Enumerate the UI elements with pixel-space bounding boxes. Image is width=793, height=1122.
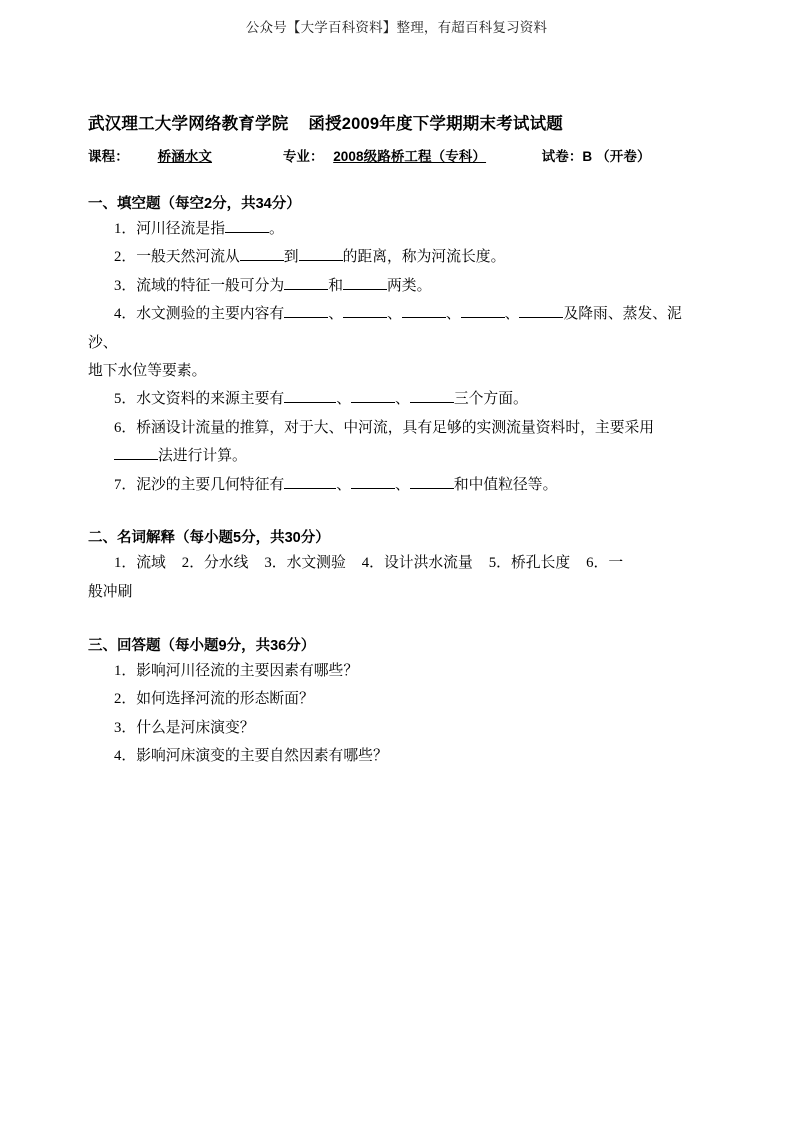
question-number: 4． (114, 306, 137, 323)
question-text: 、 (336, 476, 351, 493)
question-item (88, 215, 708, 243)
answer-blank (402, 302, 446, 318)
document-body (88, 110, 708, 770)
question-number: 3． (114, 277, 137, 294)
major-label: 专业： (282, 149, 324, 164)
section-heading-answers: 三、回答题（每小题9分，共36分） (88, 637, 316, 654)
question-item (88, 471, 708, 499)
question-item: 3．什么是河床演变？ (114, 719, 255, 736)
question-text: 、 (328, 306, 343, 323)
answer-blank (225, 217, 269, 233)
question-text: 桥涵设计流量的推算，对于大、中河流，具有足够的实测流量资料时，主要采用 (136, 419, 655, 436)
answer-blank (284, 473, 336, 489)
question-text: 、 (445, 306, 461, 323)
term-item: 6．一 (586, 555, 624, 572)
answer-blank (461, 302, 505, 318)
question-continuation (88, 442, 708, 470)
question-text: 水文测验的主要内容有 (136, 306, 285, 323)
question-text: 两类。 (387, 277, 432, 294)
answer-blank (343, 274, 387, 290)
answer-blank (284, 302, 328, 318)
question-text: 法进行计算。 (158, 448, 247, 465)
answer-blank (284, 388, 336, 404)
question-text: 水文资料的来源主要有 (136, 391, 285, 408)
term-item: 1．流域 (114, 555, 166, 572)
answer-blank (299, 246, 343, 262)
question-item (88, 414, 708, 442)
question-item (88, 243, 708, 271)
question-number: 2． (114, 249, 137, 266)
paper-mode: （开卷） (596, 149, 651, 164)
terms-line (88, 549, 708, 578)
question-text: 、 (504, 306, 520, 323)
answer-question-list (88, 657, 708, 771)
section-heading-terms: 二、名词解释（每小题5分，共30分） (88, 530, 330, 547)
question-text: 到 (283, 249, 299, 266)
terms-continuation: 般冲刷 (88, 583, 133, 600)
answer-blank (351, 388, 395, 404)
answer-blank (519, 302, 563, 318)
answer-blank (351, 473, 395, 489)
question-text: 泥沙的主要几何特征有 (136, 476, 285, 493)
question-continuation: 地下水位等要素。 (88, 363, 207, 380)
question-item: 4．影响河床演变的主要自然因素有哪些？ (114, 747, 388, 764)
title-institution: 武汉理工大学网络教育学院 (88, 115, 289, 133)
question-text: 、 (387, 306, 402, 323)
question-number: 6． (114, 419, 137, 436)
question-text: 的距离，称为河流长度。 (342, 249, 506, 266)
question-text: 、 (395, 391, 410, 408)
question-text: 河川径流是指 (136, 221, 225, 237)
section-heading-fill-blanks: 一、填空题（每空2分，共34分） (88, 196, 301, 212)
question-text: 和 (328, 277, 343, 294)
question-text: 和中值粒径等。 (453, 476, 558, 493)
question-item (88, 385, 708, 413)
question-number: 7． (114, 476, 137, 493)
answer-blank (410, 388, 454, 404)
question-item: 2．如何选择河流的形态断面？ (114, 691, 314, 708)
question-text: 一般天然河流从 (136, 249, 240, 266)
answer-blank (114, 444, 158, 460)
course-value: 桥涵水文 (157, 149, 213, 164)
question-number: 1． (114, 221, 137, 237)
answer-blank (343, 302, 387, 318)
answer-blank (410, 473, 454, 489)
major-value: 2008级路桥工程（专科） (333, 149, 487, 164)
term-item: 4．设计洪水流量 (361, 555, 473, 572)
question-item: 1．影响河川径流的主要因素有哪些？ (114, 662, 359, 679)
answer-blank (284, 274, 328, 290)
question-text: 三个方面。 (453, 391, 528, 408)
question-text: 及降雨、蒸发、泥沙、 (88, 306, 682, 351)
question-text: 、 (336, 391, 351, 408)
question-item (88, 300, 708, 357)
page-title (88, 110, 708, 134)
title-exam: 函授2009年度下学期期末考试试题 (308, 115, 564, 133)
question-number: 5． (114, 391, 137, 408)
term-item: 2．分水线 (181, 555, 249, 572)
question-text: 流域的特征一般可分为 (136, 277, 285, 294)
term-item: 3．水文测验 (264, 555, 346, 572)
question-text: 。 (269, 221, 284, 237)
course-label: 课程： (88, 149, 129, 164)
meta-line (88, 145, 708, 165)
answer-blank (240, 246, 284, 262)
term-item: 5．桥孔长度 (488, 555, 571, 572)
watermark-text: 公众号【大学百科资料】整理，有超百科复习资料 (245, 20, 548, 35)
question-text: 、 (395, 476, 410, 493)
question-item (88, 272, 708, 300)
paper-label: 试卷：B (541, 149, 593, 164)
